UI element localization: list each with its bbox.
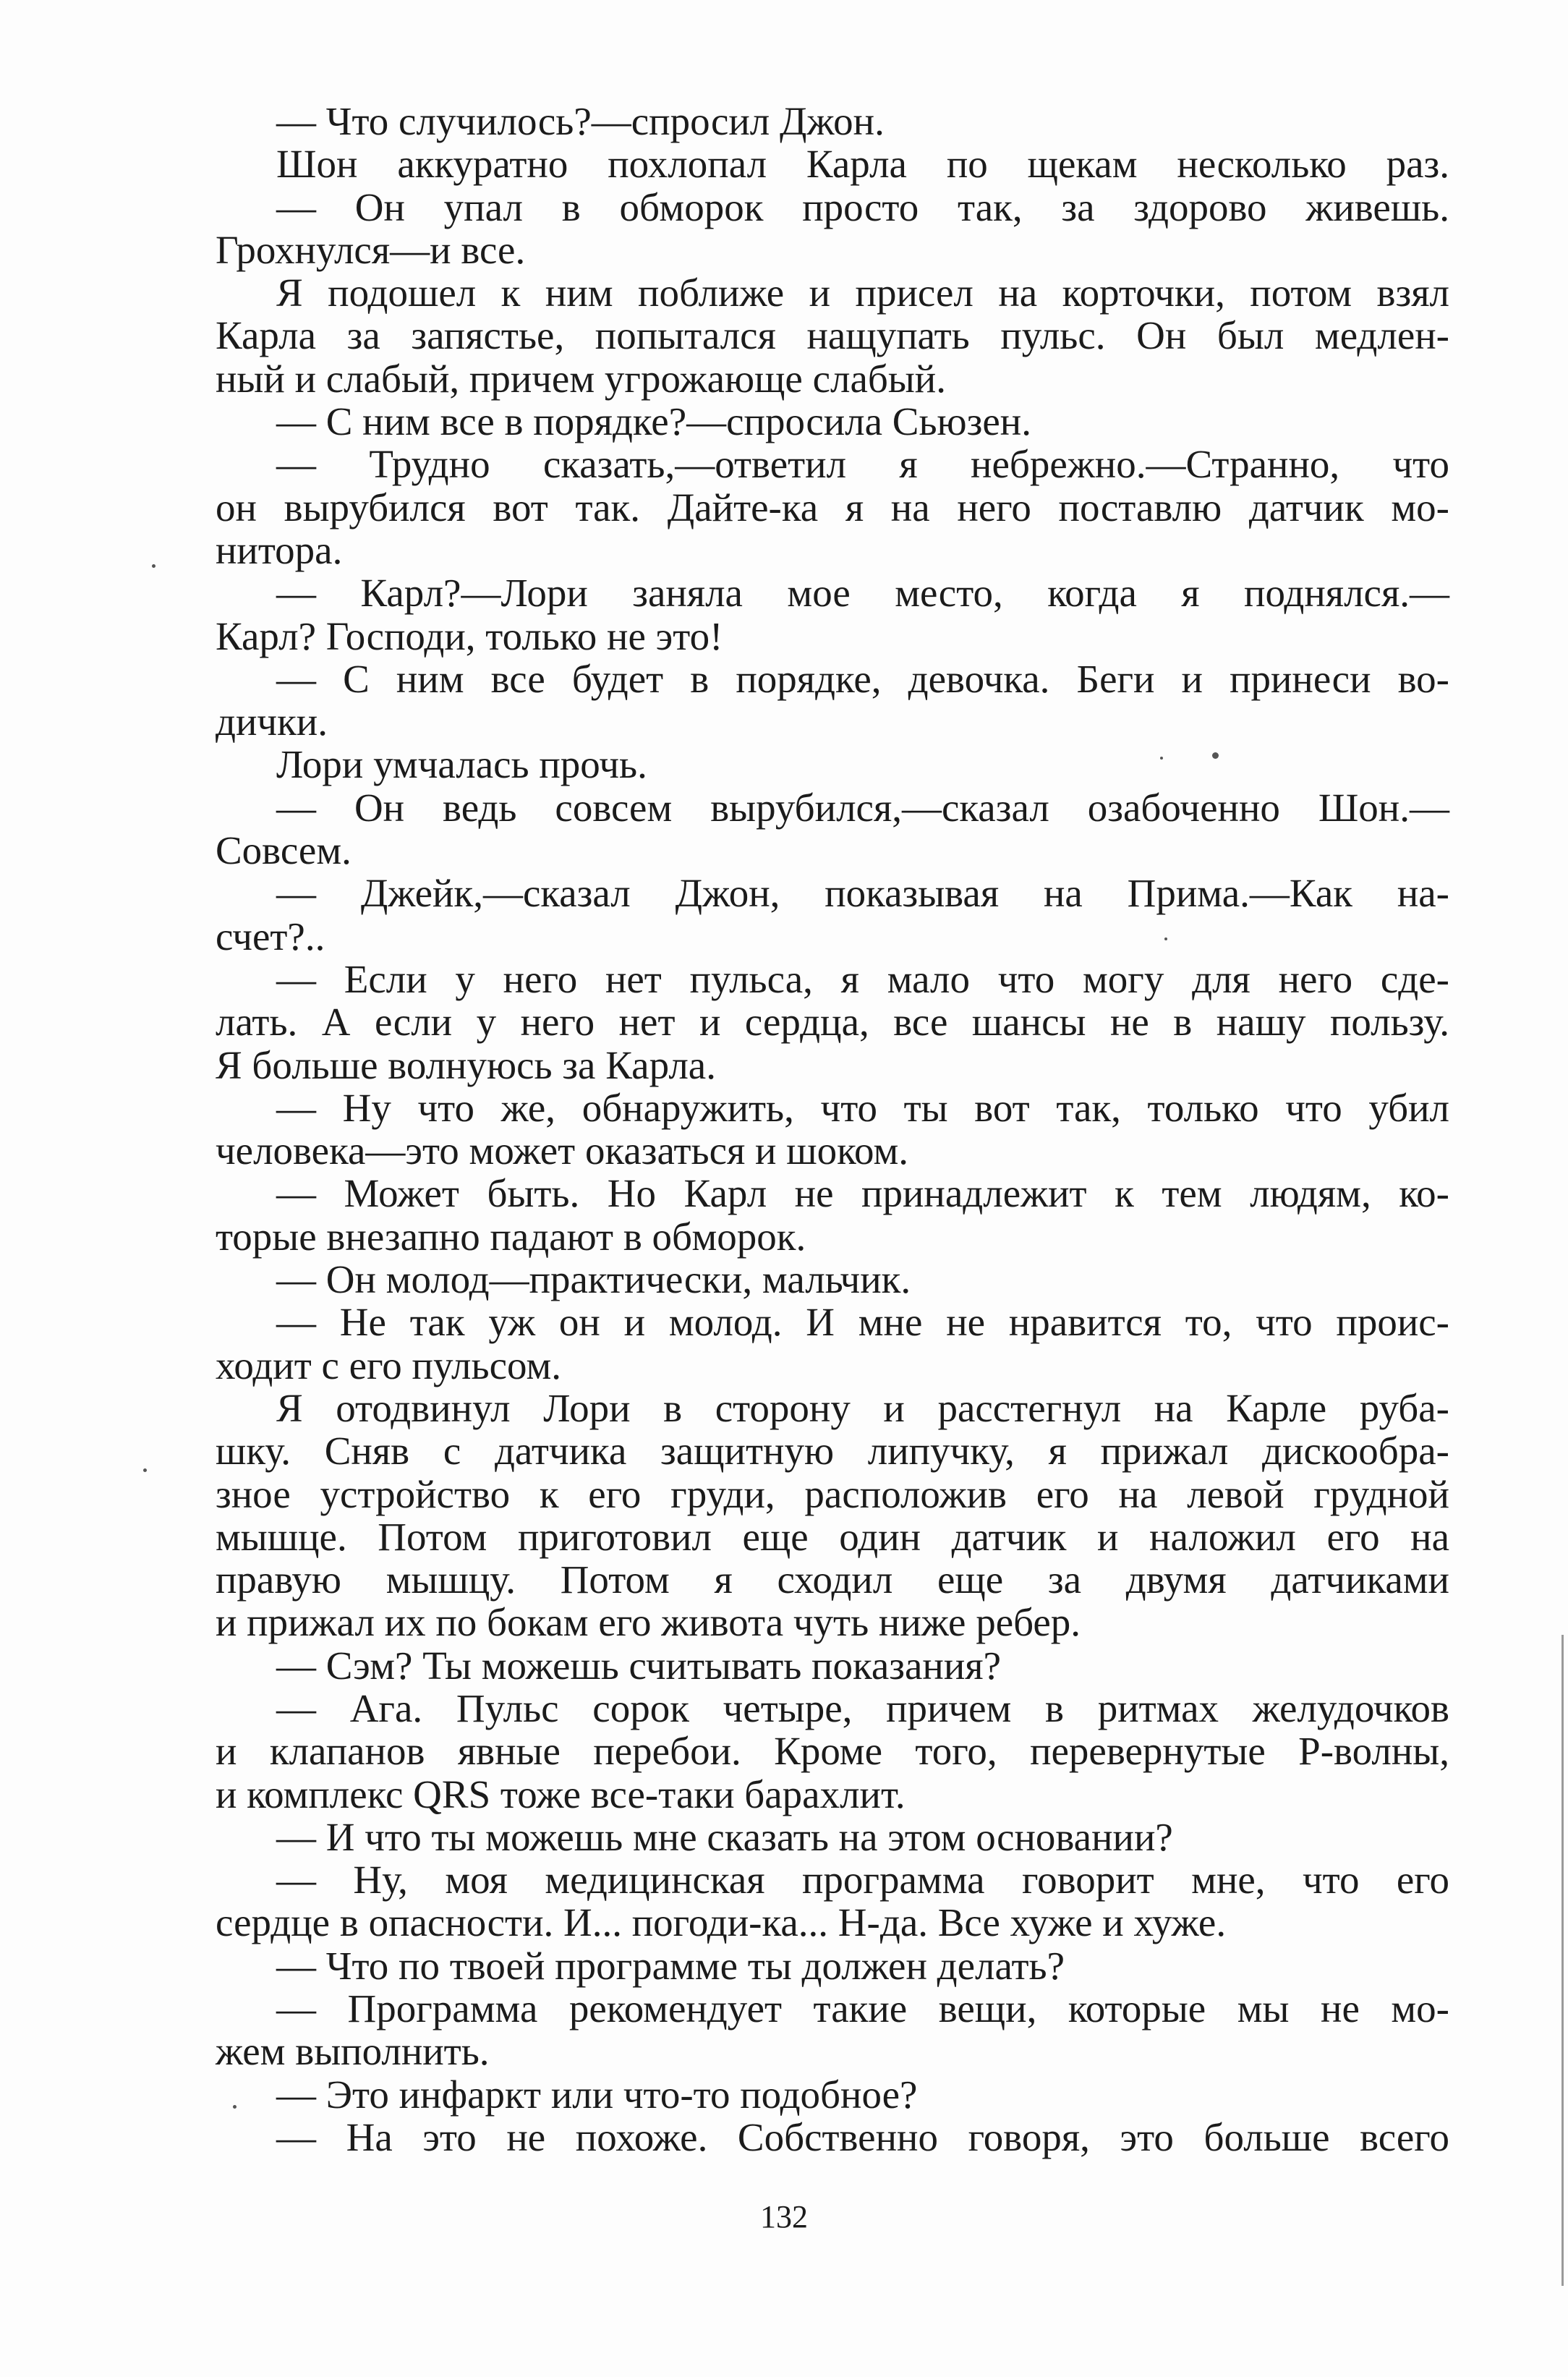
text-line: Карл? Господи, только не это! <box>216 613 723 658</box>
text-line: — На это не похоже. Собственно говоря, это больше всего <box>276 2114 1449 2159</box>
text-line: — Карл?—Лори заняла мое место, когда я поднялся.— <box>276 571 1449 616</box>
text-line: и прижал их по бокам его живота чуть ниже ребер. <box>216 1600 1081 1645</box>
text-line: — Если у него нет пульса, я мало что могу для него сде- <box>276 956 1449 1001</box>
text-line: Совсем. <box>216 828 351 873</box>
text-line: человека—это может оказаться и шоком. <box>216 1128 909 1173</box>
text-line: — Ага. Пульс сорок четыре, причем в ритмах желудочков <box>276 1685 1449 1730</box>
scan-speck <box>1164 937 1167 940</box>
text-line: — С ним все в порядке?—спросила Сьюзен. <box>276 399 1031 444</box>
text-line: Лори умчалась прочь. <box>276 742 647 787</box>
text-line: жем выполнить. <box>216 2029 490 2074</box>
text-line: дички. <box>216 700 328 744</box>
scan-speck <box>233 2105 237 2109</box>
text-line: — Что случилось?—спросил Джон. <box>276 99 885 143</box>
text-line: Карла за запястье, попытался нащупать пульс. Он был медлен- <box>216 313 1449 358</box>
scan-speck <box>1160 757 1163 760</box>
text-line: — Ну, моя медицинская программа говорит мне, что его <box>276 1858 1449 1902</box>
text-line: правую мышцу. Потом я сходил еще за двумя датчиками <box>216 1557 1449 1602</box>
text-line: ный и слабый, причем угрожающе слабый. <box>216 356 946 401</box>
scan-speck <box>1212 752 1219 759</box>
body-text <box>216 100 1449 2159</box>
page-number: 132 <box>760 2199 808 2234</box>
text-line: Я больше волнуюсь за Карла. <box>216 1042 716 1087</box>
text-line: он вырубился вот так. Дайте-ка я на него поставлю датчик мо- <box>216 485 1449 530</box>
text-line: Грохнулся—и все. <box>216 227 526 272</box>
scan-speck <box>143 1468 147 1472</box>
text-line: Я подошел к ним поближе и присел на корточки, потом взял <box>276 271 1449 315</box>
text-line: — Он молод—практически, мальчик. <box>276 1257 911 1302</box>
text-line: Я отодвинул Лори в сторону и расстегнул на Карле руба- <box>276 1385 1449 1430</box>
text-line: — Он упал в обморок просто так, за здорово живешь. <box>276 184 1449 229</box>
text-line: — Это инфаркт или что-то подобное? <box>276 2072 918 2117</box>
text-line: — Трудно сказать,—ответил я небрежно.—Странно, что <box>276 442 1449 487</box>
text-line: и клапанов явные перебои. Кроме того, перевернутые Р-волны, <box>216 1729 1449 1774</box>
text-line: зное устройство к его груди, расположив его на левой грудной <box>216 1471 1449 1516</box>
text-line: лать. А если у него нет и сердца, все шансы не в нашу пользу. <box>216 1000 1449 1045</box>
text-line: шку. Сняв с датчика защитную липучку, я прижал дискообра- <box>216 1429 1449 1474</box>
text-line: — Что по твоей программе ты должен делать? <box>276 1943 1065 1988</box>
scan-speck <box>152 564 155 568</box>
text-line: — И что ты можешь мне сказать на этом основании? <box>276 1814 1173 1859</box>
text-line: — Джейк,—сказал Джон, показывая на Прима.—Как на- <box>276 871 1449 916</box>
text-line: — С ним все будет в порядке, девочка. Беги и принеси во- <box>276 656 1449 701</box>
scan-edge-line <box>1561 1635 1564 2286</box>
text-line: — Не так уж он и молод. И мне не нравится то, что проис- <box>276 1300 1449 1345</box>
text-line: — Сэм? Ты можешь считывать показания? <box>276 1643 1002 1688</box>
text-line: сердце в опасности. И... погоди-ка... Н-да. Все хуже и хуже. <box>216 1900 1227 1945</box>
text-line: — Программа рекомендует такие вещи, которые мы не мо- <box>276 1986 1449 2031</box>
text-line: Шон аккуратно похлопал Карла по щекам несколько раз. <box>276 142 1449 187</box>
text-line: нитора. <box>216 527 343 572</box>
text-line: мышце. Потом приготовил еще один датчик и наложил его на <box>216 1514 1449 1559</box>
text-line: и комплекс QRS тоже все-таки барахлит. <box>216 1772 906 1816</box>
text-line: торые внезапно падают в обморок. <box>216 1214 806 1259</box>
text-line: счет?.. <box>216 914 325 958</box>
text-line: — Он ведь совсем вырубился,—сказал озабоченно Шон.— <box>276 785 1449 830</box>
text-line: — Ну что же, обнаружить, что ты вот так, только что убил <box>276 1085 1449 1130</box>
text-line: — Может быть. Но Карл не принадлежит к тем людям, ко- <box>276 1171 1449 1216</box>
text-line: ходит с его пульсом. <box>216 1343 562 1387</box>
